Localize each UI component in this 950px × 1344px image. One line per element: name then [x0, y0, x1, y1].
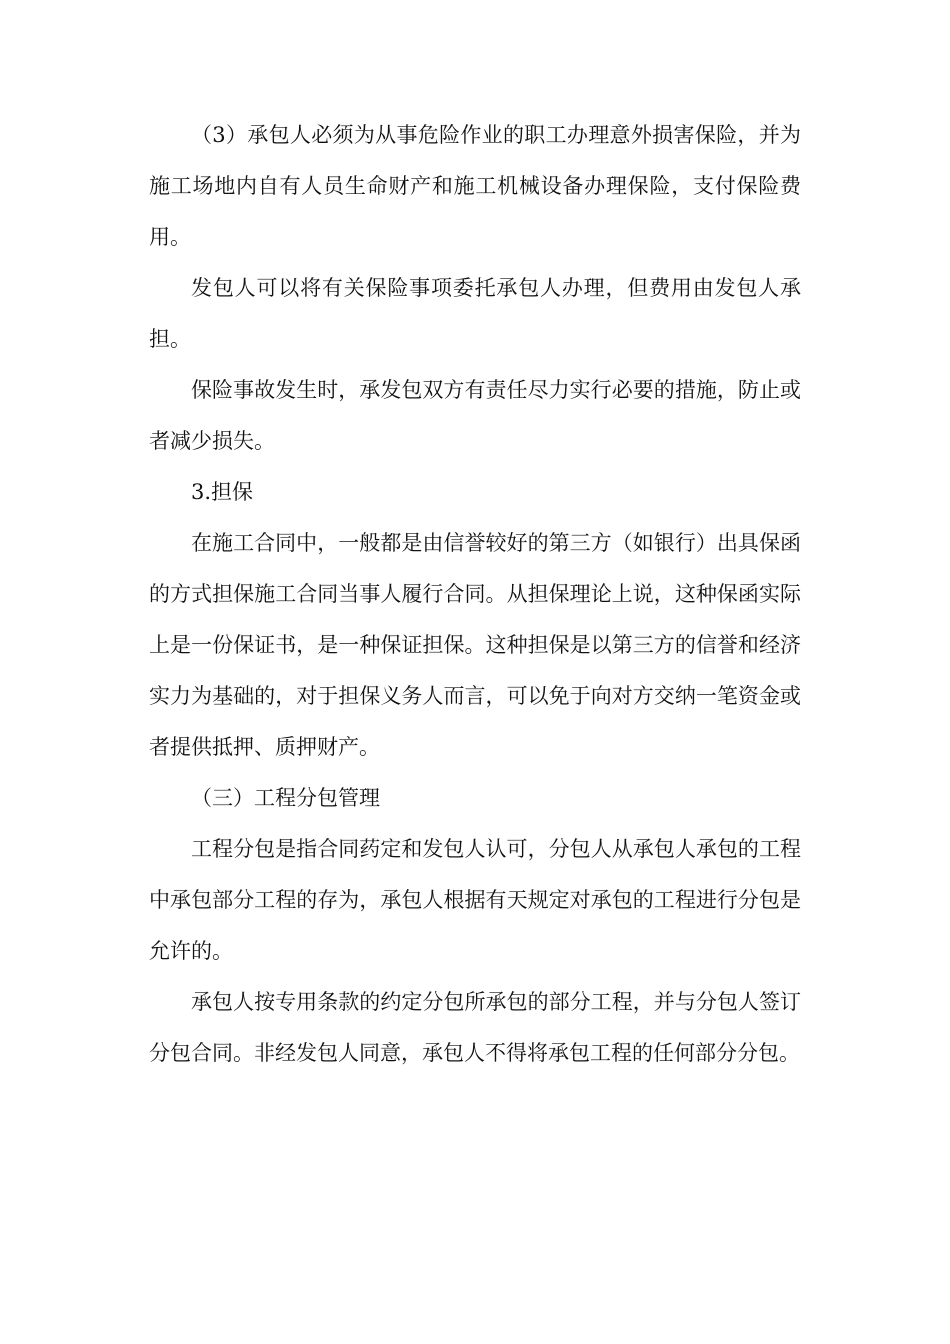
- document-body: [149, 110, 801, 1079]
- paragraph-insurance-accident: 保险事故发生时，承发包双方有责任尽力实行必要的措施，防止或者减少损失。: [149, 378, 801, 453]
- heading-guarantee: 3.担保: [191, 480, 254, 504]
- paragraph-insurance-entrust: 发包人可以将有关保险事项委托承包人办理，但费用由发包人承担。: [149, 276, 801, 351]
- paragraph-subcontract-definition: 工程分包是指合同药定和发包人认可，分包人从承包人承包的工程中承包部分工程的存为，承包人根据有天规定对承包的工程进行分包是允许的。: [149, 837, 801, 963]
- heading-subcontract-management: （三）工程分包管理: [191, 786, 380, 810]
- paragraph-insurance-3: （3）承包人必须为从事危险作业的职工办理意外损害保险，并为施工场地内自有人员生命财产和施工机械设备办理保险，支付保险费用。: [149, 123, 801, 249]
- paragraph-guarantee: 在施工合同中，一般都是由信誉较好的第三方（如银行）出具保函的方式担保施工合同当事人履行合同。从担保理论上说，这种保函实际上是一份保证书，是一种保证担保。这种担保是以第三方的信誉和经济实力为基础的，对于担保义务人而言，可以免于向对方交纳一笔资金或者提供抵押、质押财产。: [149, 531, 801, 759]
- paragraph-subcontract-agreement: 承包人按专用条款的约定分包所承包的部分工程，并与分包人签订分包合同。非经发包人同意，承包人不得将承包工程的任何部分分包。: [149, 990, 801, 1065]
